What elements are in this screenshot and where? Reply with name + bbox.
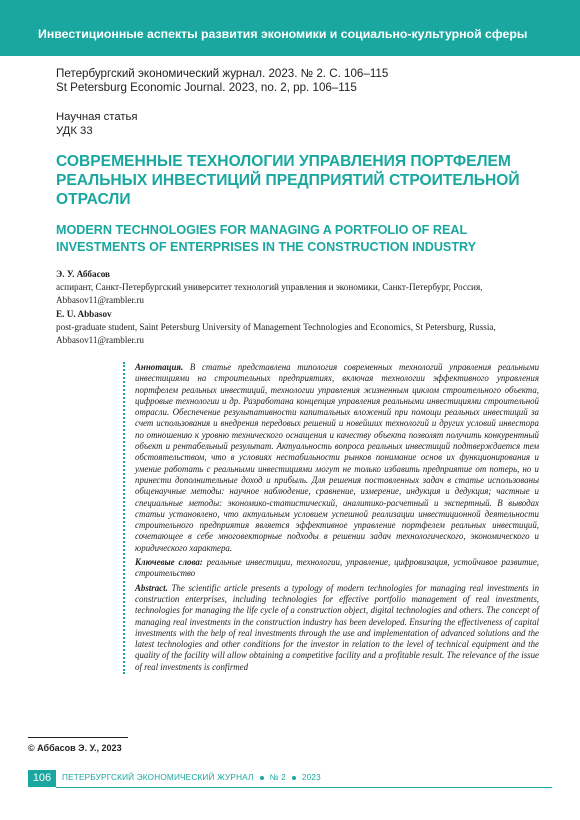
abstract-block <box>123 362 539 674</box>
footer-journal-name: ПЕТЕРБУРГСКИЙ ЭКОНОМИЧЕСКИЙ ЖУРНАЛ <box>62 773 254 782</box>
keywords-body: реальные инвестиции, технологии, управление, цифровизация, устойчивое развитие, строительство <box>135 557 540 579</box>
abstract-ru <box>135 362 539 554</box>
article-meta <box>56 110 138 138</box>
footer-journal-info <box>62 773 321 782</box>
udc-code: УДК 33 <box>56 125 93 137</box>
abstract-ru-label: Аннотация. <box>135 362 184 372</box>
article-title-en: MODERN TECHNOLOGIES FOR MANAGING A PORTFOLIO OF REAL INVESTMENTS OF ENTERPRISES IN THE CONSTRUCTION INDUSTRY <box>56 223 477 254</box>
author-affiliation-en: post-graduate student, Saint Petersburg University of Management Technologies and Economics, St Petersburg, Russia, Abbasov11@rambler.ru <box>56 322 496 345</box>
keywords <box>135 557 539 580</box>
article-type: Научная статья <box>56 111 138 123</box>
author-affiliation-ru: аспирант, Санкт-Петербургский университет технологий управления и экономики, Санкт-Петербург, Россия, Abbasov11@rambler.ru <box>56 282 483 305</box>
footer-issue: № 2 <box>269 773 286 782</box>
author-ru <box>56 268 536 307</box>
journal-ref-ru: Петербургский экономический журнал. 2023. № 2. С. 106–115 <box>56 67 389 80</box>
author-en <box>56 308 536 347</box>
abstract-ru-body: В статье представлена типология современных технологий управления реальными инвестициями на строительных предприятиях, включая технологии эффективного управления портфелем реальных инвестиций, технологии управления жизненным циклом строительного объекта, цифровые технологии и др. Разработана концепция управления реальными инвестициями строительной отрасли. Обеспечение результативности капитальных вложений при помощи реальных инвестиций за счет использования и внедрения передовых решений и новейших технологий и других условий инвестора по отношению к уровню технического оснащения и качеству объекта позволят получить конкурентный объект и рентабельный результат. Актуальность вопроса реальных инвестиций подтверждается тем обстоятельством, что в условиях нестабильности рынков понимание основ их функционирования и умение работать с реальными инвестициями могут не только избавить предприятие от потерь, но и принести дополнительные доход и прибыль. Для решения поставленных задач в статье использованы общенаучные методы: научное наблюдение, сравнение, измерение, индукция и дедукция; частные и специальные методы: экономико-статистический, аналитико-расчетный и экспертный. В выводах статьи установлено, что актуальным условием успешной реализации инвестиционной деятельности строительного предприятия является эффективное управление портфелем реальных инвестиций, сочетающее в себе многовекторные подходы в решении задач технологического, экономического и юридического характера. <box>135 362 540 553</box>
bullet-icon <box>260 776 264 780</box>
keywords-label: Ключевые слова: <box>135 557 203 568</box>
abstract-en <box>135 583 539 673</box>
journal-reference <box>56 67 388 95</box>
abstract-en-label: Abstract. <box>135 582 168 593</box>
author-name-en: E. U. Abbasov <box>56 309 112 319</box>
abstract-text <box>135 362 539 676</box>
abstract-dotted-rule <box>123 362 125 674</box>
page-number-box <box>28 770 56 787</box>
abstract-en-body: The scientific article presents a typology of modern technologies for managing real investments in construction enterprises, including technologies for effective portfolio management of real investments, technologies for managing the life cycle of a construction object, digital technologies and others. The concept of managing real investments in the construction industry has been developed. Ensuring the effectiveness of capital investments with the help of real investments through the use and implementation of advanced solutions and the latest technologies and other conditions for the investor in relation to the level of technical equipment and the quality of the facility will allow obtaining a competitive facility and a profitable result. The relevance of the issue of real investments is confirmed <box>135 582 540 672</box>
copyright-note: © Аббасов Э. У., 2023 <box>28 743 122 753</box>
author-name-ru: Э. У. Аббасов <box>56 269 111 279</box>
journal-ref-en: St Petersburg Economic Journal. 2023, no. 2, pp. 106–115 <box>56 81 357 94</box>
bullet-icon <box>292 776 296 780</box>
footer-year: 2023 <box>301 773 321 782</box>
page-number: 106 <box>32 772 52 784</box>
section-title: Инвестиционные аспекты развития экономики и социально-культурной сферы <box>38 27 528 41</box>
footnote-divider <box>28 737 128 738</box>
article-title-ru: СОВРЕМЕННЫЕ ТЕХНОЛОГИИ УПРАВЛЕНИЯ ПОРТФЕЛЕМ РЕАЛЬНЫХ ИНВЕСТИЦИЙ ПРЕДПРИЯТИЙ СТРОИТЕЛЬНОЙ ОТРАСЛИ <box>56 153 520 208</box>
